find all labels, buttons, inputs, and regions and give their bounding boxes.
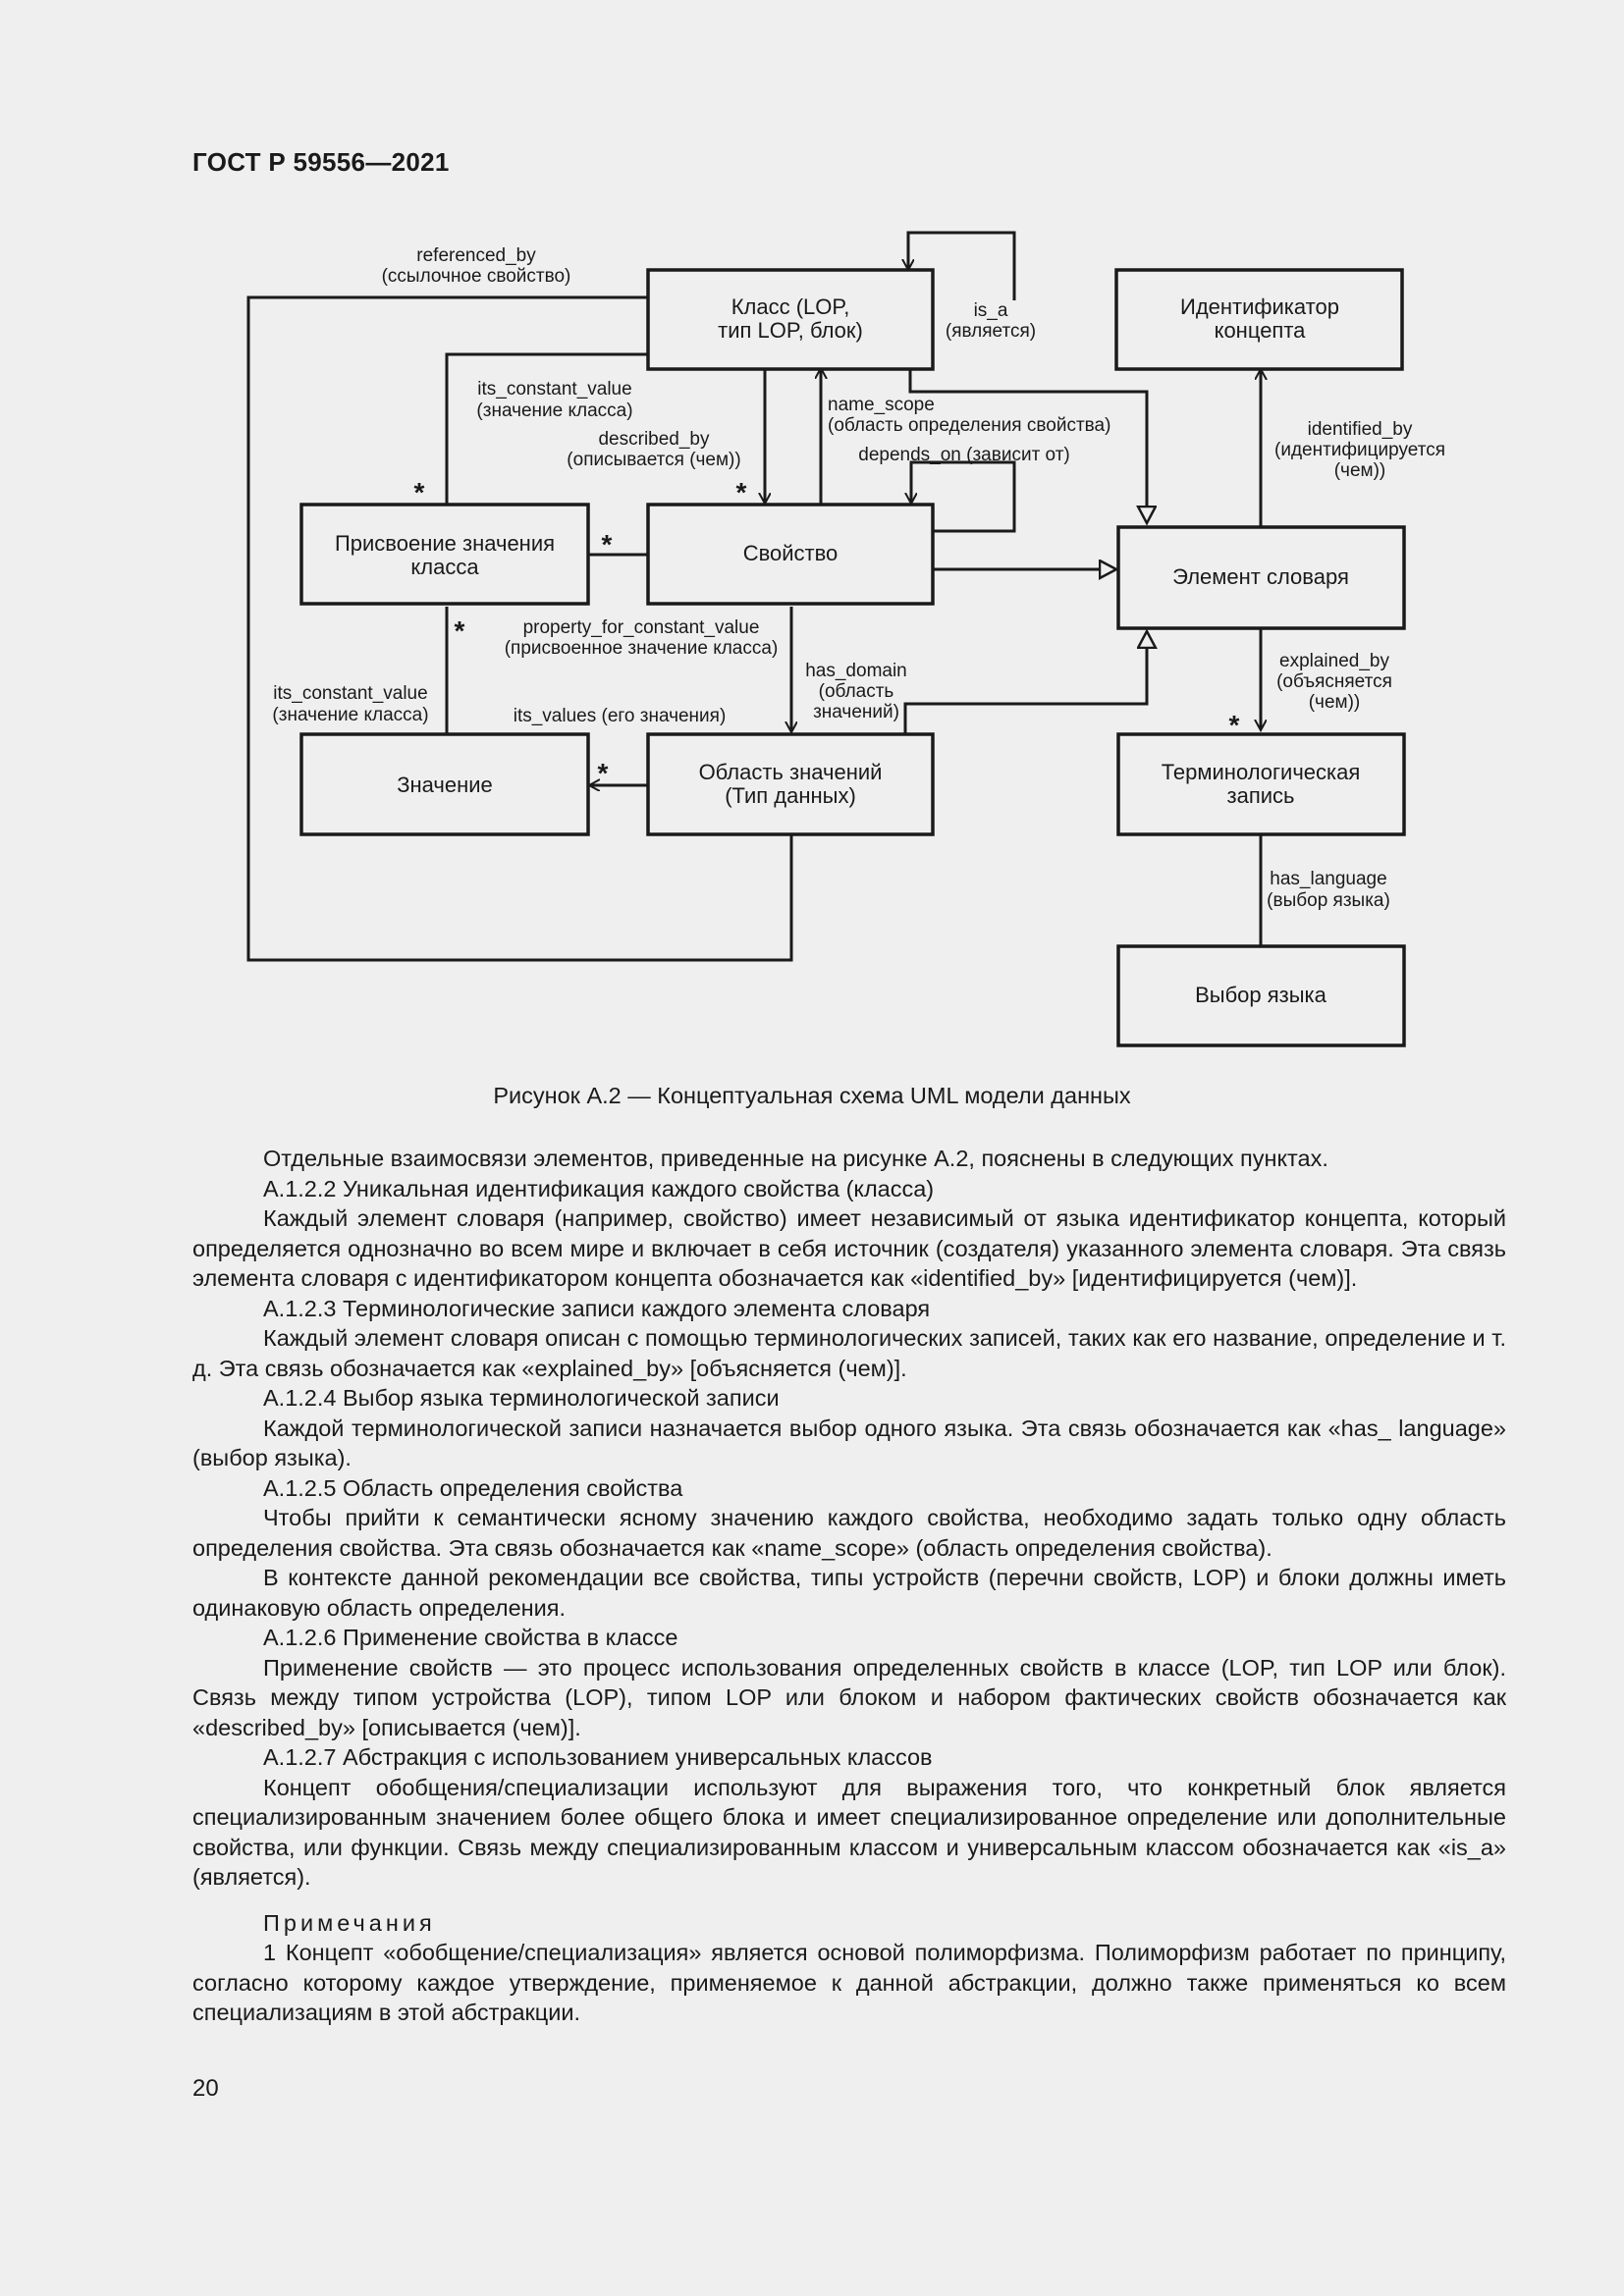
paragraph: Отдельные взаимосвязи элементов, приведенные на рисунке А.2, пояснены в следующих пунктах.: [263, 1146, 1328, 1171]
label-explained-by-3: (чем)): [1308, 692, 1361, 713]
label-its-values: its_values (его значения): [513, 706, 727, 726]
label-its-constant-left-2: (значение класса): [272, 705, 429, 725]
body-text: [192, 1144, 1506, 2028]
paragraph: Каждый элемент словаря описан с помощью терминологических записей, таких как его название, определение и т. д. Эта связь обозначается как «explained_by» [объясняется (чем)].: [192, 1325, 1506, 1381]
edge-domain-generalization: [905, 631, 1147, 734]
multiplicity-star: *: [454, 615, 465, 646]
page-number: 20: [192, 2075, 219, 2102]
label-its-constant-top-2: (значение класса): [476, 400, 633, 421]
box-assignment-line2: класса: [410, 555, 479, 579]
box-assignment-line1: Присвоение значения: [334, 531, 556, 556]
section-heading: А.1.2.5 Область определения свойства: [263, 1474, 683, 1501]
note: 1 Концепт «обобщение/специализация» является основой полиморфизма. Полиморфизм работает по принципу, согласно которому каждое утверждение, применяемое к данной абстракции, должно также применяться ко всем специализациям в этой абстракции.: [192, 1940, 1506, 2025]
notes-title: Примечания: [263, 1909, 436, 1936]
label-its-constant-left-1: its_constant_value: [273, 683, 428, 704]
box-term-record-line2: запись: [1226, 783, 1295, 808]
paragraph: Каждой терминологической записи назначается выбор одного языка. Эта связь обозначается как «has_ language» (выбор языка).: [192, 1415, 1506, 1470]
label-is-a-2: (является): [945, 321, 1037, 342]
paragraph: Каждый элемент словаря (например, свойство) имеет независимый от языка идентификатор концепта, который определяется однозначно во всем мире и включает в себя источник (создателя) указанного элемента словаря. Эта связь элемента словаря с идентификатором концепта обозначается как «identified_by» [идентифицируется (чем)].: [192, 1205, 1506, 1291]
label-identified-by-2: (идентифицируется: [1274, 440, 1445, 460]
box-term-record-line1: Терминологическая: [1161, 760, 1361, 784]
label-has-domain-1: has_domain: [805, 661, 907, 681]
paragraph: Концепт обобщения/специализации используют для выражения того, что конкретный блок является специализированным значением более общего блока и имеет специализированное определение или дополнительные свойства, или функции. Связь между специализированным классом и универсальным классом обозначается как «is_a» (является).: [192, 1774, 1506, 1890]
multiplicity-star: *: [413, 477, 425, 507]
label-has-language-1: has_language: [1270, 869, 1387, 889]
section-heading: А.1.2.4 Выбор языка терминологической записи: [263, 1385, 780, 1411]
label-property-constant-2: (присвоенное значение класса): [504, 638, 779, 659]
document-header: ГОСТ Р 59556—2021: [192, 147, 450, 177]
box-concept-id-line2: концепта: [1214, 318, 1306, 343]
box-domain-line2: (Тип данных): [725, 783, 856, 808]
label-name-scope-1: name_scope: [828, 395, 935, 415]
label-is-a-1: is_a: [973, 300, 1008, 321]
uml-figure: [0, 0, 1624, 1060]
box-class-line2: тип LOP, блок): [718, 318, 863, 343]
label-described-by-1: described_by: [598, 429, 710, 450]
box-value-line1: Значение: [397, 773, 493, 797]
section-heading: А.1.2.6 Применение свойства в классе: [263, 1625, 678, 1650]
label-name-scope-2: (область определения свойства): [828, 415, 1111, 436]
label-referenced-by-2: (ссылочное свойство): [381, 266, 571, 287]
paragraph: Применение свойств — это процесс использования определенных свойств в классе (LOP, тип LOP или блок). Связь между типом устройства (LOP), типом LOP или блоком и набором фактических свойств обозначается как «described_by» [описывается (чем)].: [192, 1654, 1506, 1740]
paragraph: В контексте данной рекомендации все свойства, типы устройств (перечни свойств, LOP) и блоки должны иметь одинаковую область определения.: [192, 1565, 1506, 1621]
multiplicity-star: *: [735, 477, 747, 507]
uml-diagram: [0, 0, 1624, 1060]
box-domain-line1: Область значений: [698, 760, 883, 784]
box-class-line1: Класс (LOP,: [731, 294, 850, 319]
label-property-constant-1: property_for_constant_value: [522, 617, 760, 638]
multiplicity-star: *: [601, 529, 613, 560]
section-heading: А.1.2.3 Терминологические записи каждого элемента словаря: [263, 1295, 931, 1321]
multiplicity-star: *: [1228, 710, 1240, 740]
label-its-constant-top-1: its_constant_value: [477, 379, 632, 400]
section-heading: А.1.2.7 Абстракция с использованием универсальных классов: [263, 1744, 933, 1770]
label-depends-on: depends_on (зависит от): [858, 445, 1070, 465]
section-heading: А.1.2.2 Уникальная идентификация каждого свойства (класса): [263, 1175, 935, 1201]
box-language-line1: Выбор языка: [1195, 983, 1326, 1007]
label-identified-by-3: (чем)): [1333, 460, 1386, 481]
label-has-language-2: (выбор языка): [1267, 890, 1390, 911]
box-property-line1: Свойство: [742, 541, 839, 565]
figure-caption: Рисунок А.2 — Концептуальная схема UML модели данных: [493, 1083, 1131, 1108]
label-identified-by-1: identified_by: [1307, 419, 1413, 440]
label-referenced-by-1: referenced_by: [416, 245, 536, 266]
paragraph: Чтобы прийти к семантически ясному значению каждого свойства, необходимо задать только одну область определения свойства. Эта связь обозначается как «name_scope» (область определения свойства).: [192, 1505, 1506, 1561]
label-explained-by-1: explained_by: [1279, 651, 1389, 671]
label-explained-by-2: (объясняется: [1276, 671, 1392, 692]
label-described-by-2: (описывается (чем)): [567, 450, 741, 470]
box-concept-id-line1: Идентификатор: [1180, 294, 1339, 319]
box-dictionary-element-line1: Элемент словаря: [1172, 564, 1349, 589]
label-has-domain-2: (область: [818, 681, 894, 702]
multiplicity-star: *: [597, 758, 609, 788]
label-has-domain-3: значений): [813, 702, 899, 722]
